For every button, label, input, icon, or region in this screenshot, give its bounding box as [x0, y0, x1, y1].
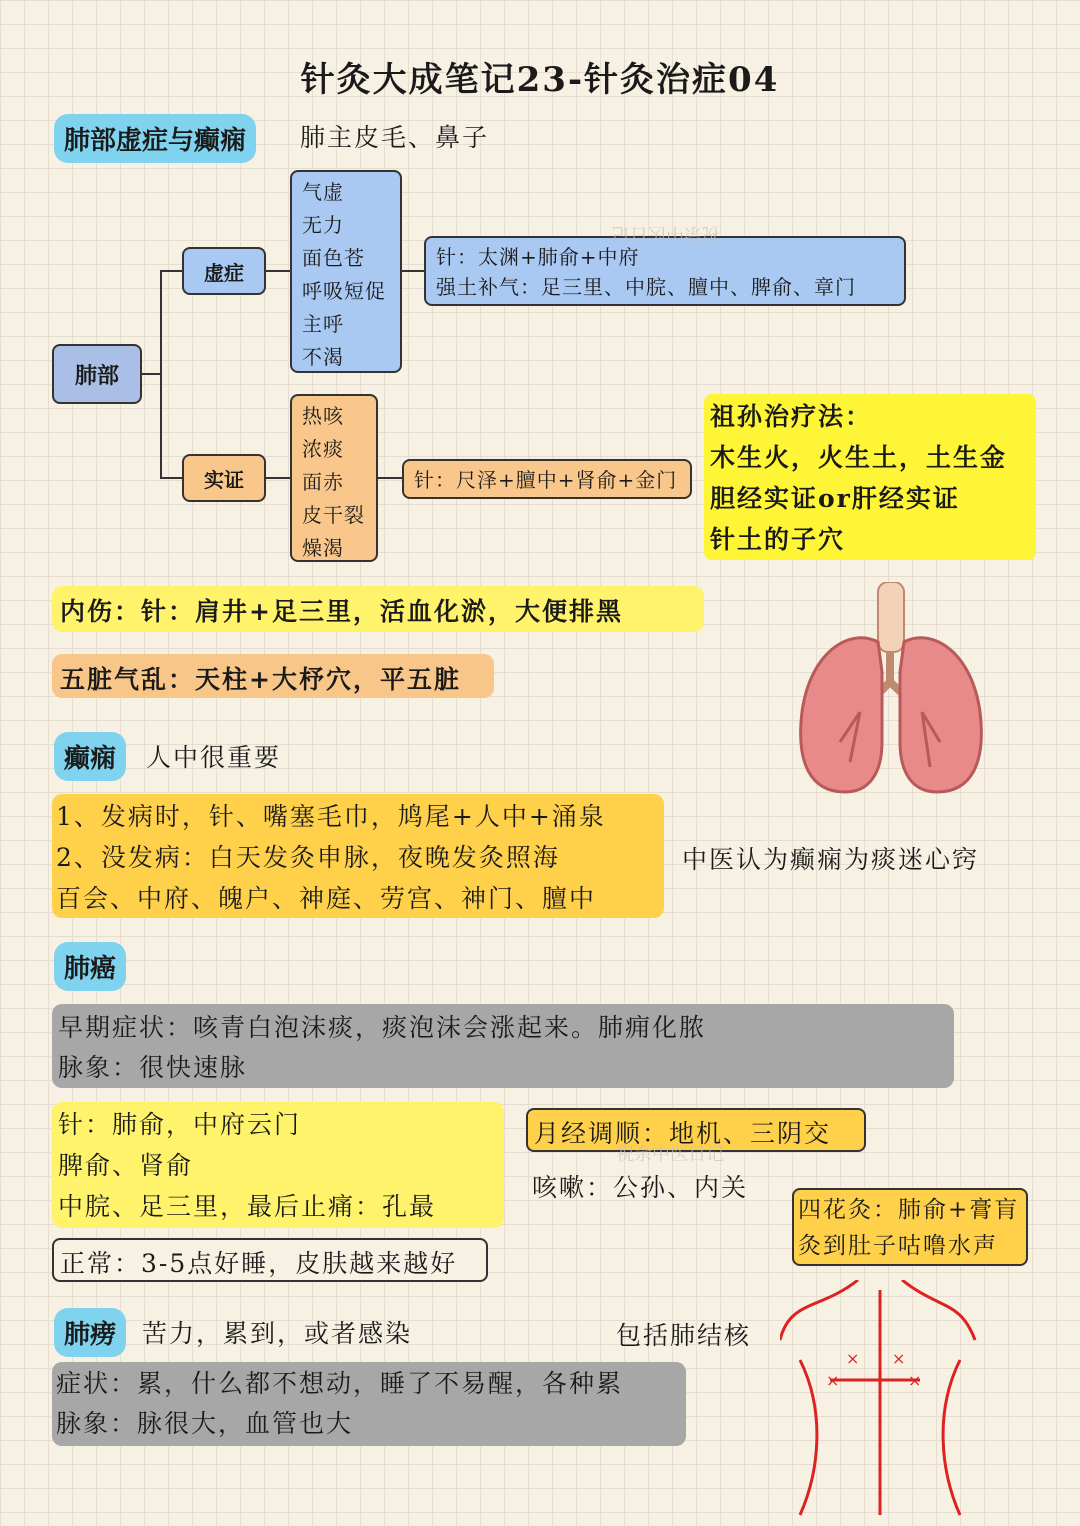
needle-line: 中脘、足三里，最后止痛：孔最 [58, 1192, 437, 1221]
connector-line [376, 477, 402, 479]
section-tag-lung-deficiency: 肺部虚症与癫痫 [54, 114, 256, 163]
xu-symptom: 呼吸短促 [302, 279, 386, 303]
zusun-line: 祖孙治疗法： [710, 402, 873, 431]
xu-symptom: 气虚 [302, 180, 344, 204]
shi-symptom: 热咳 [302, 404, 344, 428]
wuzang-box: 五脏气乱：天柱+大杼穴，平五脏 [52, 654, 494, 698]
connector-line [160, 270, 162, 478]
shi-symptom: 燥渴 [302, 536, 344, 560]
back-acupoint-sketch [780, 1280, 980, 1520]
xu-symptom-list [290, 170, 402, 373]
needle-line: 针：肺俞，中府云门 [58, 1110, 302, 1139]
menses-box: 月经调顺：地机、三阴交 [526, 1108, 866, 1152]
epilepsy-treatment-box [52, 794, 664, 918]
xu-symptom: 不渴 [302, 345, 344, 369]
acupoint-cross: × [826, 1371, 840, 1390]
acupoint-cross: × [908, 1371, 922, 1390]
xu-treatment-line: 强土补气：足三里、中脘、膻中、脾俞、章门 [436, 275, 856, 299]
sihua-line: 四花灸：肺俞+膏肓 [798, 1197, 1020, 1223]
connector-line [400, 270, 426, 272]
needle-box [52, 1102, 504, 1228]
mindmap-node-xu: 虚症 [182, 247, 266, 295]
connector-line [264, 477, 290, 479]
shi-symptom: 面赤 [302, 470, 344, 494]
early-symptom-box [52, 1004, 954, 1088]
early-symptom-line: 早期症状：咳青白泡沫痰，痰泡沫会涨起来。肺痈化脓 [58, 1013, 707, 1042]
tb-side-note: 包括肺结核 [616, 1321, 752, 1350]
sihua-line: 灸到肚子咕噜水声 [798, 1233, 998, 1259]
trachea [878, 582, 904, 652]
epilepsy-line: 1、发病时，针、嘴塞毛巾，鸠尾+人中+涌泉 [56, 802, 606, 831]
needle-line: 脾俞、肾俞 [58, 1151, 194, 1180]
cough-note: 咳嗽：公孙、内关 [532, 1173, 749, 1202]
epilepsy-line: 百会、中府、魄户、神庭、劳宫、神门、膻中 [56, 884, 597, 913]
shi-treatment-box [402, 459, 692, 499]
section-note: 苦力，累到，或者感染 [142, 1319, 413, 1348]
sihua-box [792, 1188, 1028, 1266]
shi-treatment-line: 针：尺泽+膻中+肾俞+金门 [414, 468, 678, 492]
zusun-line: 胆经实证or肝经实证 [710, 484, 960, 513]
section-note: 肺主皮毛、鼻子 [300, 123, 490, 152]
neishang-box: 内伤：针：肩井+足三里，活血化淤，大便排黑 [52, 586, 704, 632]
zusun-line: 针土的子穴 [710, 525, 846, 554]
mindmap-node-shi: 实证 [182, 454, 266, 502]
page-title: 针灸大成笔记23-针灸治症04 [300, 60, 780, 100]
xu-symptom: 无力 [302, 213, 344, 237]
shi-symptom: 浓痰 [302, 437, 344, 461]
connector-line [140, 373, 162, 375]
tb-symptom-line: 脉象：脉很大，血管也大 [56, 1409, 354, 1438]
acupoint-cross: × [892, 1349, 906, 1368]
xu-symptom: 主呼 [302, 312, 344, 336]
epilepsy-line: 2、没发病：白天发灸申脉，夜晚发灸照海 [56, 843, 560, 872]
shi-symptom-list [290, 394, 378, 562]
left-lung [801, 638, 882, 792]
section-tag-epilepsy: 癫痫 [54, 732, 126, 781]
watermark: 祝余中医日记 [616, 1144, 724, 1165]
acupoint-cross: × [846, 1349, 860, 1368]
connector-line [160, 477, 182, 479]
xu-treatment-line: 针：太渊+肺俞+中府 [436, 245, 640, 269]
mindmap-root-lung: 肺部 [52, 344, 142, 404]
early-symptom-line: 脉象：很快速脉 [58, 1053, 248, 1082]
normal-box: 正常：3-5点好睡，皮肤越来越好 [52, 1238, 488, 1282]
section-note: 人中很重要 [146, 743, 282, 772]
shi-symptom: 皮干裂 [302, 503, 365, 527]
tb-symptom-box [52, 1362, 686, 1446]
connector-line [160, 270, 182, 272]
section-tag-lung-cancer: 肺癌 [54, 942, 126, 991]
epilepsy-side-note: 中医认为癫痫为痰迷心窍 [682, 845, 980, 874]
tb-symptom-line: 症状：累，什么都不想动，睡了不易醒，各种累 [56, 1369, 624, 1398]
connector-line [264, 270, 290, 272]
watermark: 祝余中医日记 [612, 223, 720, 244]
zusun-line: 木生火，火生土，土生金 [710, 443, 1008, 472]
zusun-method-box [704, 394, 1036, 560]
xu-symptom: 面色苍 [302, 246, 365, 270]
right-lung [900, 638, 981, 792]
lung-illustration [790, 582, 990, 812]
section-tag-tuberculosis: 肺痨 [54, 1308, 126, 1357]
